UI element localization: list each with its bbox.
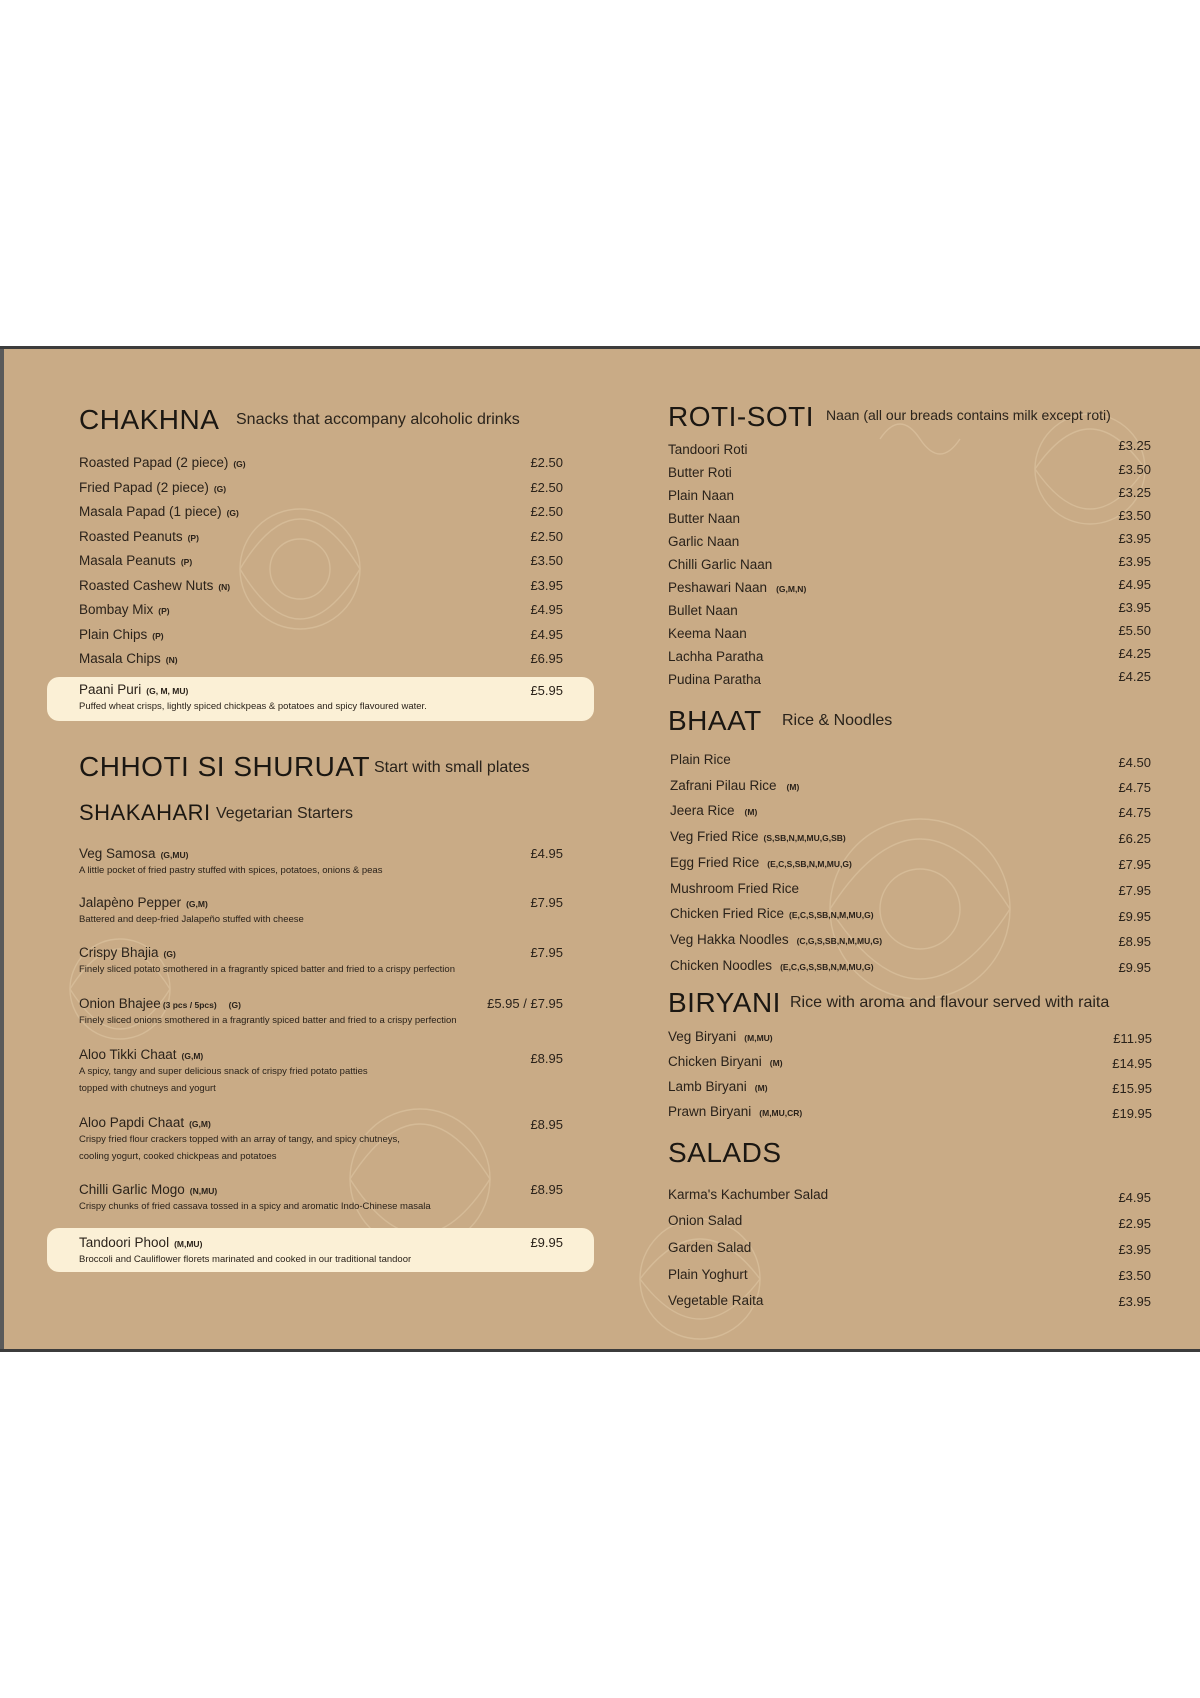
item-price: £7.95 [1118, 883, 1151, 898]
item-price: £6.95 [530, 651, 563, 666]
list-item: Plain Chips (P) [79, 627, 164, 642]
item-price: £4.75 [1118, 780, 1151, 795]
list-item: Masala Peanuts (P) [79, 553, 193, 568]
item-price: £3.50 [1118, 508, 1151, 523]
list-item: Bullet Naan [668, 603, 738, 618]
section-subtitle-chakhna: Snacks that accompany alcoholic drinks [236, 411, 520, 428]
list-item: Veg Hakka Noodles (C,G,S,SB,N,M,MU,G) [670, 932, 883, 947]
list-item: Butter Naan [668, 511, 741, 526]
list-item: Egg Fried Rice (E,C,S,SB,N,M,MU,G) [670, 855, 852, 870]
list-item: Roasted Cashew Nuts (N) [79, 578, 231, 593]
list-item: Veg Samosa (G,MU) [79, 846, 189, 861]
item-price: £4.50 [1118, 755, 1151, 770]
item-description: A spicy, tangy and super delicious snack of crispy fried potato patties [79, 1066, 368, 1077]
item-price: £3.50 [530, 553, 563, 568]
list-item: Aloo Papdi Chaat (G,M) [79, 1115, 211, 1130]
item-price: £3.25 [1118, 485, 1151, 500]
item-price: £3.95 [1118, 554, 1151, 569]
list-item: Garlic Naan [668, 534, 740, 549]
item-price: £2.50 [530, 504, 563, 519]
featured-item-name: Paani Puri (G, M, MU) [79, 682, 189, 697]
item-description: Puffed wheat crisps, lightly spiced chickpeas & potatoes and spicy flavoured water. [79, 701, 427, 712]
list-item: Onion Bhajee (3 pcs / 5pcs) (G) [79, 996, 241, 1011]
item-price: £5.95 / £7.95 [487, 996, 563, 1011]
list-item: Roasted Papad (2 piece) (G) [79, 455, 246, 470]
right-column [600, 349, 1200, 1349]
list-item: Crispy Bhajia (G) [79, 945, 176, 960]
item-price: £19.95 [1112, 1106, 1152, 1121]
section-subtitle-biryani: Rice with aroma and flavour served with raita [790, 994, 1110, 1011]
item-description: Finely sliced potato smothered in a fragrantly spiced batter and fried to a crispy perfection [79, 964, 455, 975]
menu-panel [0, 346, 1200, 1352]
item-price: £15.95 [1112, 1081, 1152, 1096]
list-item: Tandoori Roti [668, 442, 748, 457]
item-price: £7.95 [530, 895, 563, 910]
item-price: £2.50 [530, 480, 563, 495]
item-price: £8.95 [530, 1117, 563, 1132]
item-price: £7.95 [530, 945, 563, 960]
item-price: £3.95 [1118, 600, 1151, 615]
item-price: £4.95 [530, 627, 563, 642]
item-price: £3.25 [1118, 438, 1151, 453]
item-price: £3.50 [1118, 462, 1151, 477]
item-price: £5.50 [1118, 623, 1151, 638]
section-title-chakhna: CHAKHNA [79, 404, 220, 435]
section-subtitle-shakahari: Vegetarian Starters [216, 805, 353, 822]
list-item: Onion Salad [668, 1213, 743, 1228]
item-price: £5.95 [530, 683, 563, 698]
list-item: Pudina Paratha [668, 672, 762, 687]
list-item: Zafrani Pilau Rice (M) [670, 778, 800, 793]
item-description: Crispy fried flour crackers topped with an array of tangy, and spicy chutneys, [79, 1134, 400, 1145]
section-subtitle-bhaat: Rice & Noodles [782, 712, 893, 729]
item-price: £3.95 [530, 578, 563, 593]
item-price: £4.75 [1118, 805, 1151, 820]
list-item: Bombay Mix (P) [79, 602, 170, 617]
list-item: Chicken Fried Rice (E,C,S,SB,N,M,MU,G) [670, 906, 874, 921]
item-price: £2.50 [530, 529, 563, 544]
list-item: Mushroom Fried Rice [670, 881, 800, 896]
list-item: Fried Papad (2 piece) (G) [79, 480, 227, 495]
list-item: Aloo Tikki Chaat (G,M) [79, 1047, 204, 1062]
list-item: Plain Rice [670, 752, 731, 767]
list-item: Keema Naan [668, 626, 747, 641]
item-price: £9.95 [530, 1235, 563, 1250]
item-price: £9.95 [1118, 960, 1151, 975]
list-item: Veg Fried Rice (S,SB,N,M,MU,G,SB) [670, 829, 846, 844]
item-price: £4.95 [1118, 577, 1151, 592]
item-price: £14.95 [1112, 1056, 1152, 1071]
list-item: Chicken Noodles (E,C,G,S,SB,N,M,MU,G) [670, 958, 874, 973]
item-price: £2.95 [1118, 1216, 1151, 1231]
list-item: Chilli Garlic Naan [668, 557, 773, 572]
item-description: Broccoli and Cauliflower florets marinated and cooked in our traditional tandoor [79, 1254, 412, 1265]
item-price: £4.95 [530, 846, 563, 861]
section-title-bhaat: BHAAT [668, 705, 762, 736]
featured-item-paani-puri [47, 677, 594, 721]
item-price: £11.95 [1113, 1031, 1152, 1046]
list-item: Jeera Rice (M) [670, 803, 758, 818]
item-price: £9.95 [1118, 909, 1151, 924]
list-item: Prawn Biryani (M,MU,CR) [668, 1104, 803, 1119]
list-item: Vegetable Raita [668, 1293, 764, 1308]
list-item: Butter Roti [668, 465, 732, 480]
section-title-chhoti: CHHOTI SI SHURUAT [79, 751, 371, 782]
item-price: £8.95 [530, 1051, 563, 1066]
item-description: topped with chutneys and yogurt [79, 1083, 216, 1094]
list-item: Garden Salad [668, 1240, 752, 1255]
left-column [0, 349, 600, 1349]
list-item: Karma's Kachumber Salad [668, 1187, 829, 1202]
list-item: Masala Chips (N) [79, 651, 178, 666]
featured-item-name: Tandoori Phool (M,MU) [79, 1235, 203, 1250]
list-item: Lamb Biryani (M) [668, 1079, 768, 1094]
featured-item-tandoori-phool [47, 1228, 594, 1272]
item-price: £6.25 [1118, 831, 1151, 846]
list-item: Jalapèno Pepper (G,M) [79, 895, 208, 910]
list-item: Peshawari Naan (G,M,N) [668, 580, 807, 595]
item-price: £4.95 [1118, 1190, 1151, 1205]
list-item: Masala Papad (1 piece) (G) [79, 504, 239, 519]
item-price: £3.50 [1118, 1268, 1151, 1283]
section-title-roti: ROTI-SOTI [668, 401, 815, 432]
list-item: Plain Naan [668, 488, 735, 503]
item-price: £3.95 [1118, 1294, 1151, 1309]
item-price: £4.25 [1118, 646, 1151, 661]
list-item: Roasted Peanuts (P) [79, 529, 199, 544]
item-description: Battered and deep-fried Jalapeño stuffed with cheese [79, 914, 304, 925]
item-description: cooling yogurt, cooked chickpeas and potatoes [79, 1151, 277, 1162]
item-price: £4.25 [1118, 669, 1151, 684]
item-price: £2.50 [530, 455, 563, 470]
item-description: Crispy chunks of fried cassava tossed in a spicy and aromatic Indo-Chinese masala [79, 1201, 431, 1212]
section-title-shakahari: SHAKAHARI [79, 800, 211, 825]
list-item: Chilli Garlic Mogo (N,MU) [79, 1182, 218, 1197]
item-description: A little pocket of fried pastry stuffed with spices, potatoes, onions & peas [79, 865, 383, 876]
item-price: £8.95 [1118, 934, 1151, 949]
list-item: Veg Biryani (M,MU) [668, 1029, 773, 1044]
item-description: Finely sliced onions smothered in a fragrantly spiced batter and fried to a crispy perfection [79, 1015, 457, 1026]
section-title-salads: SALADS [668, 1137, 782, 1168]
item-price: £3.95 [1118, 1242, 1151, 1257]
list-item: Lachha Paratha [668, 649, 764, 664]
section-subtitle-chhoti: Start with small plates [374, 759, 530, 776]
section-title-biryani: BIRYANI [668, 987, 781, 1018]
list-item: Chicken Biryani (M) [668, 1054, 783, 1069]
list-item: Plain Yoghurt [668, 1267, 748, 1282]
section-subtitle-roti: Naan (all our breads contains milk except roti) [826, 407, 1111, 423]
item-price: £4.95 [530, 602, 563, 617]
item-price: £3.95 [1118, 531, 1151, 546]
item-price: £7.95 [1118, 857, 1151, 872]
item-price: £8.95 [530, 1182, 563, 1197]
